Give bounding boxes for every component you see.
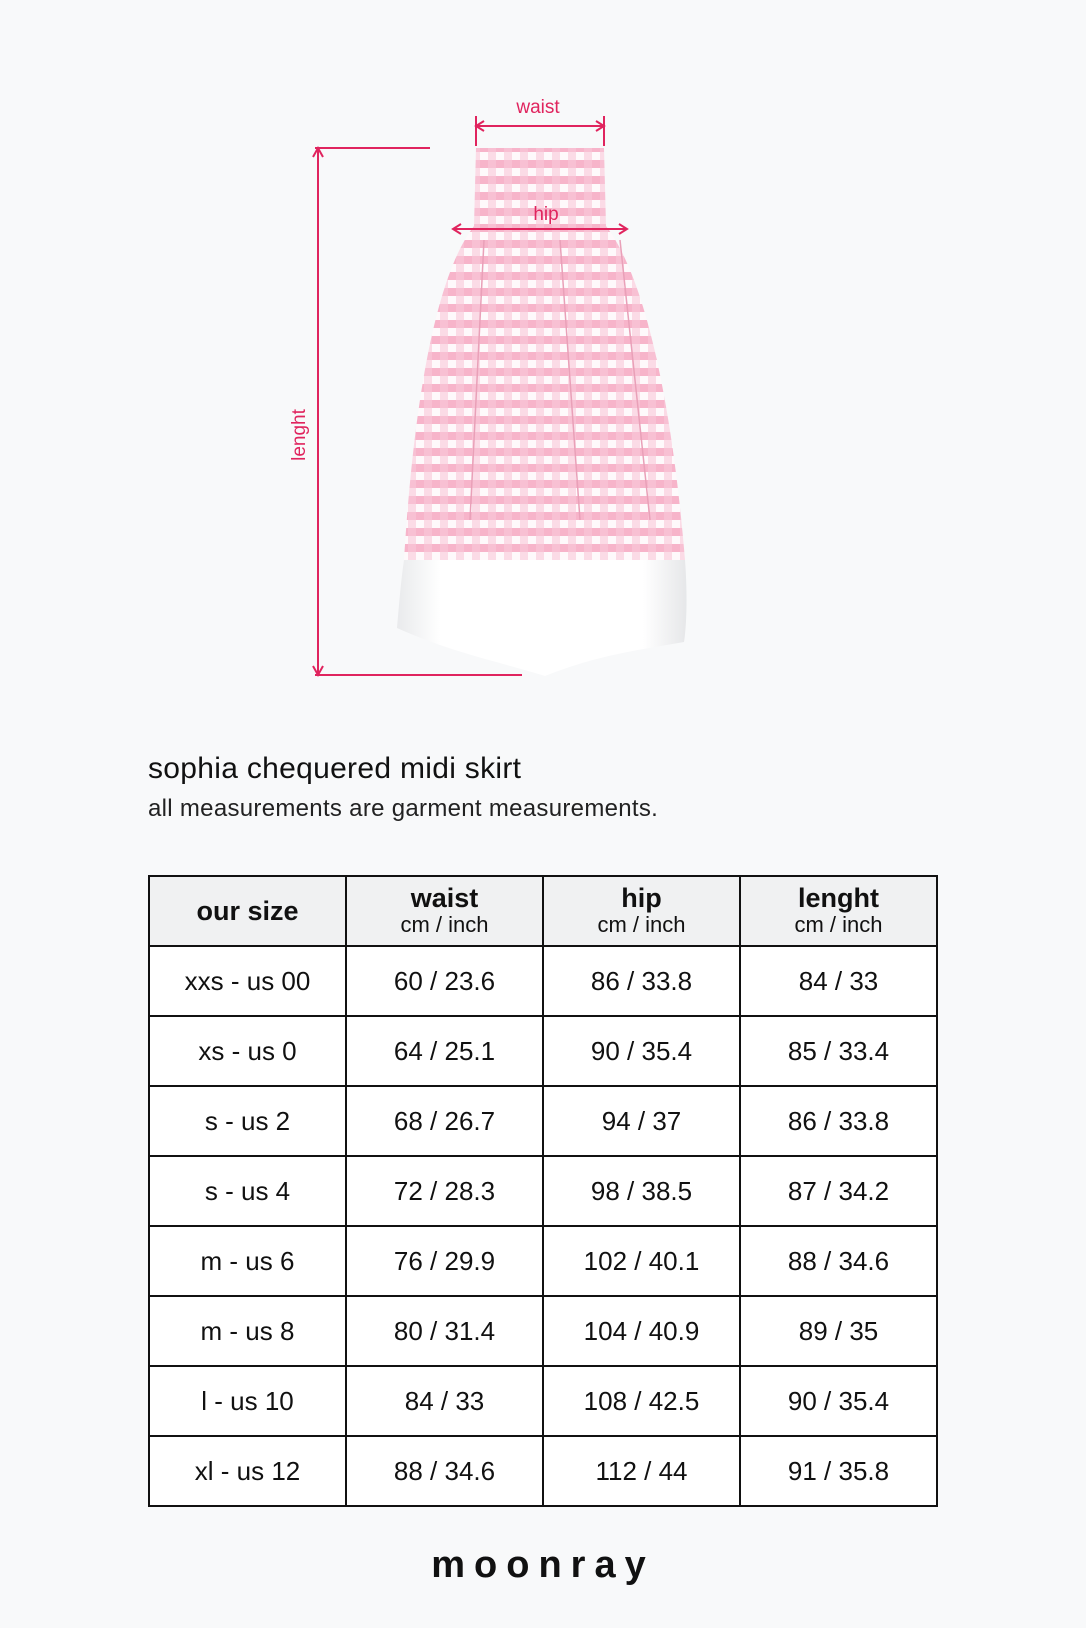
cell-waist: 68 / 26.7 xyxy=(346,1086,543,1156)
cell-length: 87 / 34.2 xyxy=(740,1156,937,1226)
length-label: lenght xyxy=(289,409,310,461)
cell-length: 88 / 34.6 xyxy=(740,1226,937,1296)
table-row xyxy=(149,1436,937,1506)
cell-hip: 98 / 38.5 xyxy=(543,1156,740,1226)
cell-size: xs - us 0 xyxy=(149,1016,346,1086)
header-our-size xyxy=(149,876,346,946)
cell-waist: 64 / 25.1 xyxy=(346,1016,543,1086)
cell-size: m - us 6 xyxy=(149,1226,346,1296)
table-row xyxy=(149,1016,937,1086)
cell-size: xxs - us 00 xyxy=(149,946,346,1016)
table-row xyxy=(149,1226,937,1296)
cell-waist: 76 / 29.9 xyxy=(346,1226,543,1296)
skirt-diagram xyxy=(0,0,1086,720)
cell-hip: 108 / 42.5 xyxy=(543,1366,740,1436)
header-label: waist xyxy=(410,883,479,913)
header-label: hip xyxy=(621,883,662,913)
cell-waist: 60 / 23.6 xyxy=(346,946,543,1016)
cell-length: 90 / 35.4 xyxy=(740,1366,937,1436)
cell-hip: 112 / 44 xyxy=(543,1436,740,1506)
cell-size: l - us 10 xyxy=(149,1366,346,1436)
cell-length: 91 / 35.8 xyxy=(740,1436,937,1506)
header-unit: cm / inch xyxy=(794,912,883,937)
table-header-row xyxy=(149,876,937,946)
cell-size: m - us 8 xyxy=(149,1296,346,1366)
skirt-illustration xyxy=(0,0,1086,720)
cell-length: 89 / 35 xyxy=(740,1296,937,1366)
waist-measure-line xyxy=(476,116,604,146)
hip-label: hip xyxy=(533,204,559,225)
product-subtitle: all measurements are garment measurements. xyxy=(148,795,659,822)
cell-waist: 88 / 34.6 xyxy=(346,1436,543,1506)
skirt-hem xyxy=(397,560,687,676)
cell-size: s - us 2 xyxy=(149,1086,346,1156)
table-row xyxy=(149,1086,937,1156)
header-length xyxy=(740,876,937,946)
cell-length: 85 / 33.4 xyxy=(740,1016,937,1086)
cell-size: s - us 4 xyxy=(149,1156,346,1226)
brand-logo: moonray xyxy=(431,1544,655,1586)
table-row xyxy=(149,1296,937,1366)
cell-waist: 80 / 31.4 xyxy=(346,1296,543,1366)
header-label: our size xyxy=(196,895,299,926)
waist-label: waist xyxy=(516,97,560,118)
size-chart-table xyxy=(148,875,938,1507)
header-waist xyxy=(346,876,543,946)
product-title: sophia chequered midi skirt xyxy=(148,752,522,785)
skirt-body xyxy=(404,226,685,560)
cell-hip: 86 / 33.8 xyxy=(543,946,740,1016)
cell-hip: 90 / 35.4 xyxy=(543,1016,740,1086)
cell-hip: 102 / 40.1 xyxy=(543,1226,740,1296)
cell-length: 84 / 33 xyxy=(740,946,937,1016)
cell-size: xl - us 12 xyxy=(149,1436,346,1506)
header-unit: cm / inch xyxy=(400,912,489,937)
cell-waist: 72 / 28.3 xyxy=(346,1156,543,1226)
header-label: lenght xyxy=(798,883,879,913)
table-row xyxy=(149,1366,937,1436)
header-unit: cm / inch xyxy=(597,912,686,937)
cell-hip: 94 / 37 xyxy=(543,1086,740,1156)
cell-length: 86 / 33.8 xyxy=(740,1086,937,1156)
table-row xyxy=(149,1156,937,1226)
header-hip xyxy=(543,876,740,946)
cell-hip: 104 / 40.9 xyxy=(543,1296,740,1366)
cell-waist: 84 / 33 xyxy=(346,1366,543,1436)
table-row xyxy=(149,946,937,1016)
